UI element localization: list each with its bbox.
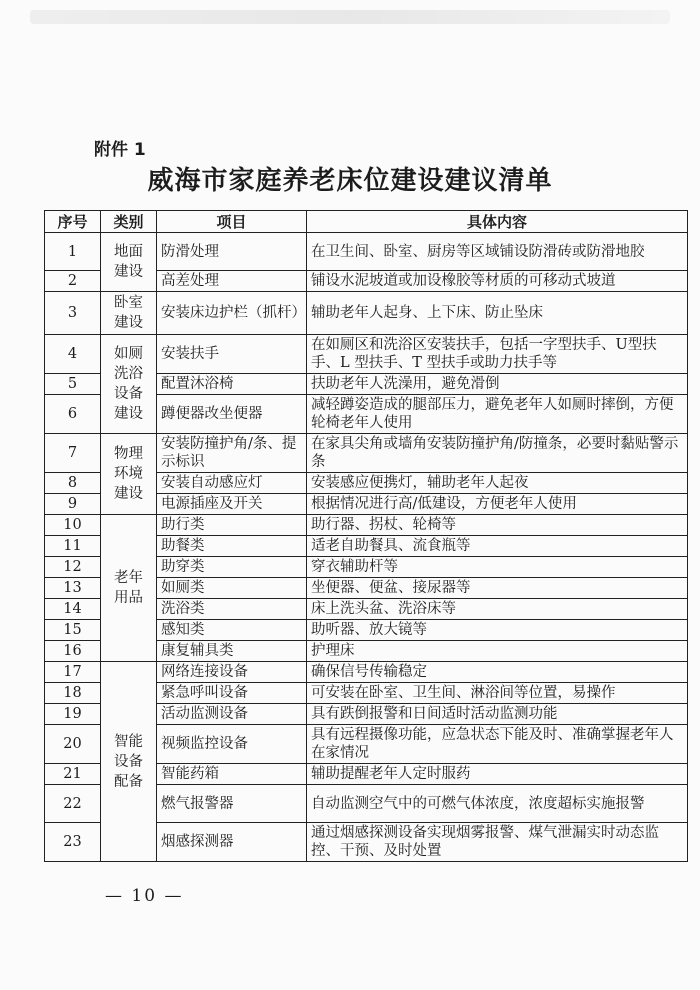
row-serial: 17 — [45, 662, 101, 683]
category-label: 智能设备配备 — [113, 733, 143, 790]
scan-artifact — [30, 10, 670, 24]
row-content: 自动监测空气中的可燃气体浓度，浓度超标实施报警 — [307, 785, 688, 823]
row-content: 辅助提醒老年人定时服药 — [307, 764, 688, 785]
row-serial: 22 — [45, 785, 101, 823]
table-row — [45, 515, 688, 536]
row-content: 穿衣辅助杆等 — [307, 557, 688, 578]
table-row — [45, 434, 688, 473]
row-item: 燃气报警器 — [157, 785, 307, 823]
row-item: 蹲便器改坐便器 — [157, 395, 307, 434]
row-item: 如厕类 — [157, 578, 307, 599]
row-content: 适老自助餐具、流食瓶等 — [307, 536, 688, 557]
row-serial: 2 — [45, 271, 101, 292]
row-content: 根据情况进行高/低建设，方便老年人使用 — [307, 494, 688, 515]
table-row — [45, 335, 688, 374]
header-serial: 序号 — [45, 211, 101, 233]
row-content: 扶助老年人洗澡用，避免滑倒 — [307, 374, 688, 395]
row-item: 助穿类 — [157, 557, 307, 578]
category-cell — [101, 335, 157, 434]
row-serial: 11 — [45, 536, 101, 557]
row-serial: 16 — [45, 641, 101, 662]
row-content: 在如厕区和洗浴区安装扶手，包括一字型扶手、U型扶手、L 型扶手、T 型扶手或助力扶手等 — [307, 335, 688, 374]
row-item: 高差处理 — [157, 271, 307, 292]
row-serial: 9 — [45, 494, 101, 515]
row-serial: 5 — [45, 374, 101, 395]
category-label: 如厕洗浴设备建设 — [113, 346, 143, 422]
row-content: 护理床 — [307, 641, 688, 662]
row-item: 网络连接设备 — [157, 662, 307, 683]
row-content: 具有远程摄像功能，应急状态下能及时、准确掌握老年人在家情况 — [307, 725, 688, 764]
category-label: 卧室建设 — [113, 295, 143, 331]
row-content: 助听器、放大镜等 — [307, 620, 688, 641]
row-serial: 7 — [45, 434, 101, 473]
page-number: — 10 — — [105, 886, 184, 906]
row-serial: 21 — [45, 764, 101, 785]
table-row — [45, 662, 688, 683]
category-label: 物理环境建设 — [113, 446, 143, 502]
row-serial: 18 — [45, 683, 101, 704]
row-item: 视频监控设备 — [157, 725, 307, 764]
row-item: 洗浴类 — [157, 599, 307, 620]
attachment-label: 附件 1 — [94, 140, 146, 160]
row-serial: 19 — [45, 704, 101, 725]
row-serial: 23 — [45, 823, 101, 862]
header-item: 项目 — [157, 211, 307, 233]
category-cell — [101, 292, 157, 335]
row-item: 安装扶手 — [157, 335, 307, 374]
category-cell — [101, 662, 157, 862]
row-content: 在卫生间、卧室、厨房等区域铺设防滑砖或防滑地胶 — [307, 233, 688, 271]
category-cell — [101, 434, 157, 515]
row-content: 铺设水泥坡道或加设橡胶等材质的可移动式坡道 — [307, 271, 688, 292]
row-item: 感知类 — [157, 620, 307, 641]
row-content: 床上洗头盆、洗浴床等 — [307, 599, 688, 620]
row-content: 坐便器、便盆、接尿器等 — [307, 578, 688, 599]
row-serial: 1 — [45, 233, 101, 271]
category-cell — [101, 233, 157, 292]
row-item: 安装防撞护角/条、提示标识 — [157, 434, 307, 473]
row-item: 防滑处理 — [157, 233, 307, 271]
category-cell — [101, 515, 157, 662]
category-label: 地面建设 — [113, 244, 143, 280]
row-serial: 4 — [45, 335, 101, 374]
row-item: 活动监测设备 — [157, 704, 307, 725]
header-content: 具体内容 — [307, 211, 688, 233]
row-item: 紧急呼叫设备 — [157, 683, 307, 704]
row-content: 在家具尖角或墙角安装防撞护角/防撞条，必要时黏贴警示条 — [307, 434, 688, 473]
row-item: 康复辅具类 — [157, 641, 307, 662]
row-item: 配置沐浴椅 — [157, 374, 307, 395]
row-content: 通过烟感探测设备实现烟雾报警、煤气泄漏实时动态监控、干预、及时处置 — [307, 823, 688, 862]
row-item: 电源插座及开关 — [157, 494, 307, 515]
row-serial: 15 — [45, 620, 101, 641]
row-content: 助行器、拐杖、轮椅等 — [307, 515, 688, 536]
category-label: 老年用品 — [113, 570, 143, 606]
row-content: 减轻蹲姿造成的腿部压力，避免老年人如厕时摔倒，方便轮椅老年人使用 — [307, 395, 688, 434]
row-content: 安装感应便携灯，辅助老年人起夜 — [307, 473, 688, 494]
row-item: 助行类 — [157, 515, 307, 536]
row-serial: 20 — [45, 725, 101, 764]
row-serial: 13 — [45, 578, 101, 599]
table-body — [45, 233, 688, 862]
row-item: 智能药箱 — [157, 764, 307, 785]
checklist-table — [44, 210, 688, 862]
row-serial: 12 — [45, 557, 101, 578]
row-serial: 3 — [45, 292, 101, 335]
row-item: 助餐类 — [157, 536, 307, 557]
row-content: 确保信号传输稳定 — [307, 662, 688, 683]
row-serial: 8 — [45, 473, 101, 494]
document-title: 威海市家庭养老床位建设建议清单 — [147, 166, 553, 196]
row-serial: 6 — [45, 395, 101, 434]
row-content: 具有跌倒报警和日间适时活动监测功能 — [307, 704, 688, 725]
row-serial: 14 — [45, 599, 101, 620]
row-content: 辅助老年人起身、上下床、防止坠床 — [307, 292, 688, 335]
table-row — [45, 233, 688, 271]
row-serial: 10 — [45, 515, 101, 536]
row-item: 安装床边护栏（抓杆） — [157, 292, 307, 335]
table-row — [45, 292, 688, 335]
row-item: 安装自动感应灯 — [157, 473, 307, 494]
table-header-row — [45, 211, 688, 233]
row-content: 可安装在卧室、卫生间、淋浴间等位置，易操作 — [307, 683, 688, 704]
header-category: 类别 — [101, 211, 157, 233]
row-item: 烟感探测器 — [157, 823, 307, 862]
